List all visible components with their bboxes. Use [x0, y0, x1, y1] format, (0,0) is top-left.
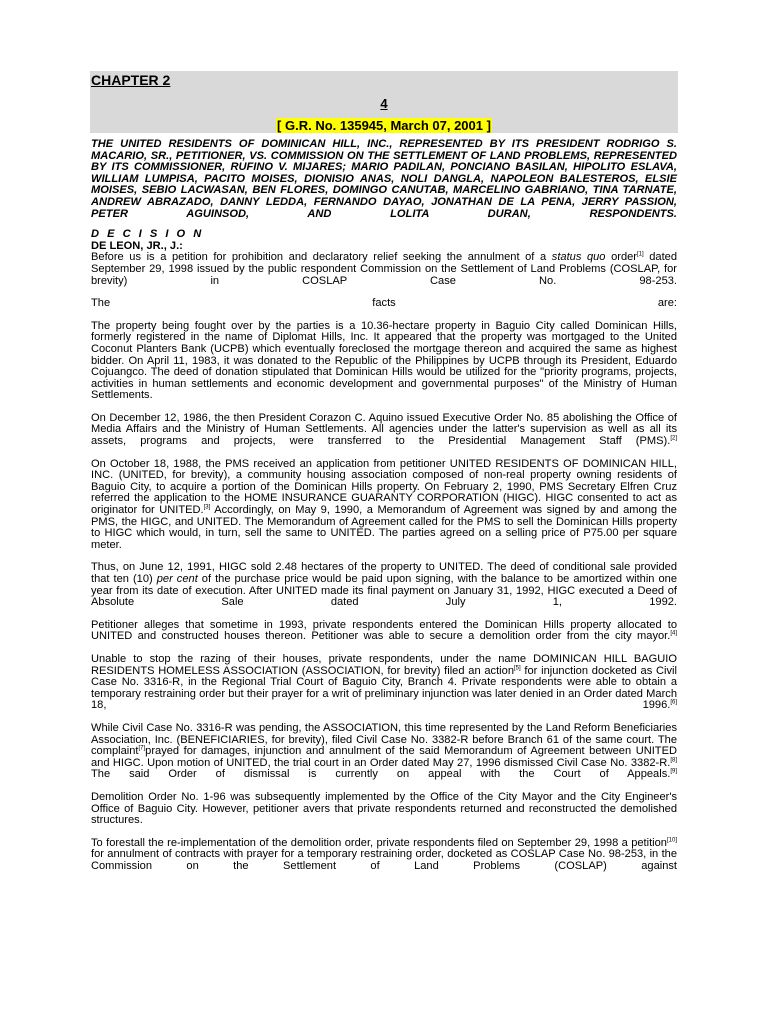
gr-number-line	[0, 118, 768, 133]
ponente: DE LEON, JR., J.:	[91, 239, 183, 252]
text-run: Accordingly, on May 9, 1990, a Memorandum of Agreement was signed by and among the PMS, the HIGC, and UNITED. The Memorandum of Agreement called for the PMS to sell the Dominican Hills property to HIGC which would, in turn, sell the same to UNITED. The parties agreed on a selling price of P75.00 per square meter.	[91, 504, 677, 551]
decision-heading: D E C I S I O N	[91, 228, 204, 241]
paragraph-7	[91, 620, 677, 643]
chapter-heading: CHAPTER 2	[91, 72, 171, 88]
text-run: Before us is a petition for prohibition and declaratory relief seeking the annulment of a	[91, 251, 552, 264]
text-run: Unable to stop the razing of their houses, private respondents, under the name DOMINICAN HILL BAGUIO RESIDENTS HOMELESS ASSOCIATION (ASSOCIATION, for brevity) filed an action	[91, 652, 677, 677]
text-run: Thus, on June 12, 1991, HIGC sold 2.48 hectares of the property to UNITED. The deed of conditional sale provided that ten (10)	[91, 561, 677, 585]
text-run: While Civil Case No. 3316-R was pending, the ASSOCIATION, this time represented by the Land Reform Beneficiaries Association, Inc. (BENEFICIARIES, for brevity), filed Civil Case No. 3382-R before Branch 61 of the same court. The complaint	[91, 721, 677, 758]
text-run: Petitioner alleges that sometime in 1993, private respondents entered the Dominican Hills property allocated to UNITED and constructed houses thereon. Petitioner was able to secure a demolition order from the city mayor.	[91, 618, 677, 643]
footnote-ref[interactable]: [1]	[636, 251, 644, 258]
text-run: To forestall the re-implementation of the demolition order, private respondents filed on September 29, 1998 a petition	[91, 836, 667, 849]
paragraph-2: The facts are:	[91, 297, 677, 310]
italic-run: status quo	[551, 251, 606, 264]
text-run: The said Order of dismissal is currently on appeal with the Court of Appeals.	[91, 768, 671, 781]
text-run: On December 12, 1986, the then President Corazon C. Aquino issued Executive Order No. 85 abolishing the Office of Media Affairs and the Ministry of Human Settlements. All agencies under the latter's supervision as well as all its assets, programs and projects, were transferred to the Presidential Management Staff (PMS).	[91, 411, 677, 448]
text-run: for annulment of contracts with prayer for a temporary restraining order, docketed as COSLAP Case No. 98-253, in the Commission on the Settlement of Land Problems (COSLAP) against	[91, 848, 677, 872]
footnote-ref[interactable]: [10]	[666, 837, 677, 843]
case-caption: THE UNITED RESIDENTS OF DOMINICAN HILL, INC., REPRESENTED BY ITS PRESIDENT RODRIGO S. MACARIO, SR., PETITIONER, VS. COMMISSION ON THE SETTLEMENT OF LAND PROBLEMS, REPRESENTED BY ITS COMMISSIONER, RUFINO V. MIJARES; MARIO PADILAN, PONCIANO BASILAN, HIPOLITO ESLAVA, WILLIAM LUMPISA, PACITO MOISES, DIONISIO ANAS, NOLI DANGLA, NAPOLEON BALESTEROS, ELSIE MOISES, SEBIO LACWASAN, BEN FLORES, DOMINGO CANUTAB, MARCELINO GABRIANO, TINA TARNATE, ANDREW ABRAZADO, DANNY LEDDA, FERNANDO DAYAO, JONATHAN DE LA PENA, JERRY PASSION, PETER AGUINSOD, AND LOLITA DURAN, RESPONDENTS.	[91, 138, 677, 220]
footnote-ref[interactable]: [6]	[670, 699, 677, 706]
gr-number-highlight: [ G.R. No. 135945, March 07, 2001 ]	[277, 118, 491, 133]
footnote-ref[interactable]: [2]	[670, 435, 677, 442]
text-run: order	[605, 251, 637, 264]
text-run: dated September 29, 1998 issued by the public respondent Commission on the Settlement of Land Problems (COSLAP, for brevity) in COSLAP Case No. 98-253.	[91, 251, 678, 287]
paragraph-9	[91, 723, 677, 781]
paragraph-6	[91, 562, 677, 608]
text-run: of the purchase price would be paid upon signing, with the balance to be amortized within one year from its date of execution. After UNITED made its final payment on January 31, 1992, HIGC executed a Deed of Absolute Sale dated July 1, 1992.	[91, 573, 677, 609]
paragraph-5	[91, 459, 677, 552]
italic-run: per cent	[156, 573, 198, 585]
paragraph-4	[91, 413, 677, 448]
footnote-ref[interactable]: [9]	[670, 768, 677, 775]
text-run: prayed for damages, injunction and annulment of the said Memorandum of Agreement between UNITED and HIGC. Upon motion of UNITED, the trial court in an Order dated May 27, 1996 dismissed Civil Case No. 3382-R.	[91, 745, 677, 769]
paragraph-8	[91, 654, 677, 712]
paragraph-11	[91, 838, 677, 873]
footnote-ref[interactable]: [7]	[138, 745, 146, 752]
paragraph-3: The property being fought over by the parties is a 10.36-hectare property in Baguio City called Dominican Hills, formerly registered in the name of Diplomat Hills, Inc. It appeared that the property was mortgaged to the United Coconut Planters Bank (UCPB) which eventually foreclosed the mortgage thereon and acquired the same as highest bidder. On April 11, 1983, it was donated to the Republic of the Philippines by UCPB through its President, Eduardo Cojuangco. The deed of donation stipulated that Dominican Hills would be utilized for the "priority programs, projects, activities in human settlements and economic development and governmental purposes" of the Ministry of Human Settlements.	[91, 319, 677, 402]
case-number: 4	[380, 96, 388, 111]
paragraph-1	[91, 252, 677, 287]
document-body	[91, 139, 677, 883]
footnote-ref[interactable]: [5]	[514, 664, 521, 671]
footnote-ref[interactable]: [3]	[203, 504, 211, 511]
text-run: for injunction docketed as Civil Case No. 3316-R, in the Regional Trial Court of Baguio City, Branch 4. Private respondents were able to obtain a temporary restraining order but their prayer for a writ of preliminary injunction was later denied in an Order dated March 18, 1996.	[91, 664, 677, 712]
text-run: On October 18, 1988, the PMS received an application from petitioner UNITED RESIDENTS OF DOMINICAN HILL, INC. (UNITED, for brevity), a community housing association composed of non-real property owning residents of Baguio City, to acquire a portion of the Dominican Hills property. On February 2, 1990, PMS Secretary Elfren Cruz referred the application to the HOME INSURANCE GUARANTY CORPORATION (HIGC). HIGC consented to act as originator for UNITED.	[91, 457, 677, 517]
footnote-ref[interactable]: [8]	[670, 757, 677, 764]
footnote-ref[interactable]: [4]	[670, 630, 677, 637]
paragraph-10: Demolition Order No. 1-96 was subsequently implemented by the Office of the City Mayor and the City Engineer's Office of Baguio City. However, petitioner avers that private respondents returned and reconstructed the demolished structures.	[91, 790, 677, 827]
